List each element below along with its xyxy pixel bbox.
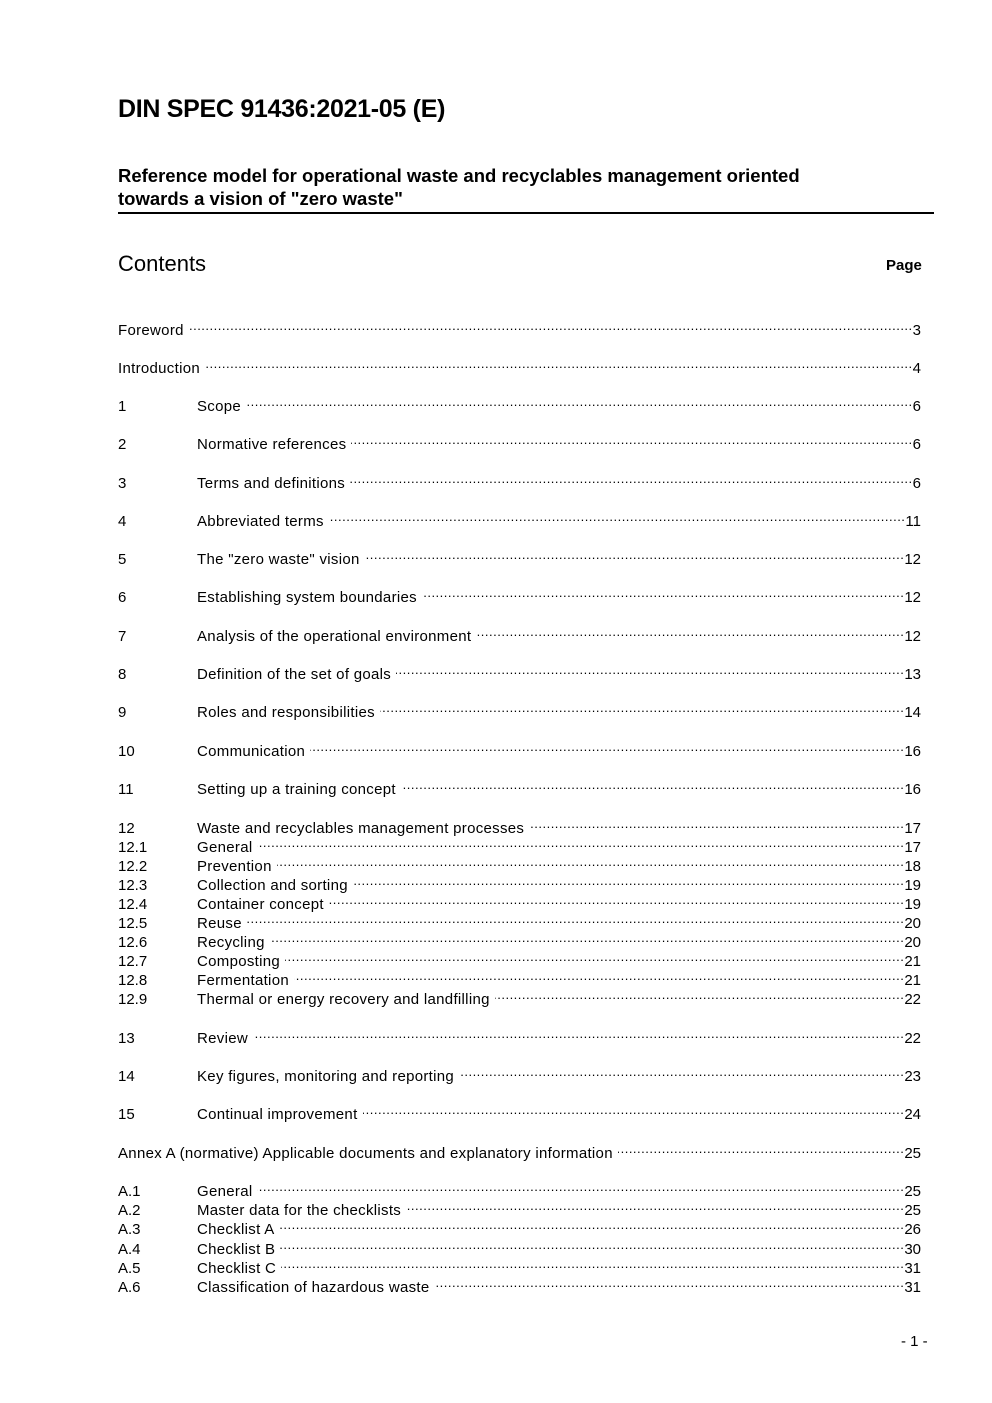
toc-page-number: 25 [904, 1183, 921, 1200]
toc-entry-a-5[interactable] [118, 1254, 921, 1277]
toc-title: Master data for the checklists [197, 1202, 402, 1219]
toc-section-number: A.6 [118, 1279, 141, 1296]
toc-page-number: 23 [904, 1068, 921, 1085]
toc-section-number: A.1 [118, 1183, 141, 1200]
toc-page-number: 31 [904, 1279, 921, 1296]
toc-page-number: 6 [912, 436, 921, 453]
toc-page-number: 20 [904, 915, 921, 932]
toc-entry-12-9[interactable] [118, 985, 921, 1008]
toc-entry-12-1[interactable] [118, 833, 921, 856]
toc-title: Analysis of the operational environment [197, 628, 472, 645]
toc-leader-dots [246, 392, 913, 411]
toc-leader-dots [285, 947, 904, 966]
toc-entry-7[interactable] [118, 622, 921, 645]
toc-entry-12-4[interactable] [118, 890, 921, 913]
toc-section-number: 6 [118, 589, 127, 606]
toc-leader-dots [281, 1254, 904, 1273]
toc-section-number: 5 [118, 551, 127, 568]
toc-title: Definition of the set of goals [197, 666, 392, 683]
toc-leader-dots [280, 1235, 904, 1254]
toc-section-number: 12.9 [118, 991, 148, 1008]
toc-section-number: 4 [118, 513, 127, 530]
toc-leader-dots [277, 852, 905, 871]
toc-leader-dots [329, 507, 906, 526]
subtitle-line-1: Reference model for operational waste and recyclables management oriented [118, 165, 800, 186]
toc-page-number: 17 [904, 820, 921, 837]
toc-section-number: A.5 [118, 1260, 141, 1277]
toc-entry-a-2[interactable] [118, 1196, 921, 1219]
toc-leader-dots [365, 545, 905, 564]
toc-title: Checklist A [197, 1221, 275, 1238]
toc-leader-dots [435, 1273, 905, 1292]
toc-title: Collection and sorting [197, 877, 348, 894]
toc-section-number: 9 [118, 704, 127, 721]
toc-title: Prevention [197, 858, 272, 875]
toc-page-number: 4 [912, 360, 921, 377]
toc-entry-12-7[interactable] [118, 947, 921, 970]
toc-entry-a-3[interactable] [118, 1215, 921, 1238]
toc-title: Composting [197, 953, 281, 970]
toc-leader-dots [257, 833, 904, 852]
toc-section-number: 13 [118, 1030, 135, 1047]
toc-entry-12-2[interactable] [118, 852, 921, 875]
toc-entry-a-6[interactable] [118, 1273, 921, 1296]
toc-page-number: 11 [905, 513, 921, 530]
toc-section-number: 14 [118, 1068, 135, 1085]
toc-section-number: A.4 [118, 1241, 141, 1258]
toc-leader-dots [270, 928, 905, 947]
toc-title: Scope [197, 398, 242, 415]
toc-leader-dots [353, 871, 904, 890]
toc-section-number: A.2 [118, 1202, 141, 1219]
toc-title: Continual improvement [197, 1106, 358, 1123]
toc-title: Waste and recyclables management processes [197, 820, 525, 837]
toc-section-number: A.3 [118, 1221, 141, 1238]
toc-section-number: 12.5 [118, 915, 148, 932]
page-footer-number: - 1 - [901, 1333, 928, 1350]
toc-page-number: 20 [904, 934, 921, 951]
toc-title: General [197, 839, 253, 856]
toc-page-number: 22 [904, 991, 921, 1008]
toc-title: Reuse [197, 915, 242, 932]
toc-leader-dots [280, 1215, 905, 1234]
toc-section-number: 12 [118, 820, 135, 837]
toc-leader-dots [363, 1100, 905, 1119]
toc-section-number: 12.8 [118, 972, 148, 989]
toc-entry-2[interactable] [118, 430, 921, 453]
toc-leader-dots [459, 1062, 904, 1081]
toc-title: General [197, 1183, 253, 1200]
toc-entry-12-8[interactable] [118, 966, 921, 989]
toc-entry-12[interactable] [118, 814, 921, 837]
toc-section-number: 12.6 [118, 934, 148, 951]
toc-leader-dots [401, 775, 904, 794]
toc-entry-8[interactable] [118, 660, 921, 683]
toc-entry-4[interactable] [118, 507, 921, 530]
toc-leader-dots [257, 1177, 904, 1196]
toc-title: Establishing system boundaries [197, 589, 417, 606]
toc-entry-annex-a[interactable] [118, 1139, 921, 1162]
toc-page-number: 21 [904, 972, 921, 989]
document-title: DIN SPEC 91436:2021-05 (E) [118, 95, 446, 123]
toc-leader-dots [310, 737, 904, 756]
toc-page-number: 16 [904, 743, 921, 760]
toc-title: Checklist C [197, 1260, 277, 1277]
toc-entry-9[interactable] [118, 698, 921, 721]
toc-page-number: 19 [904, 896, 921, 913]
toc-leader-dots [350, 469, 913, 488]
toc-title: Classification of hazardous waste [197, 1279, 430, 1296]
toc-leader-dots [294, 966, 904, 985]
document-subtitle [118, 164, 934, 214]
toc-page-number: 30 [904, 1241, 921, 1258]
toc-title: Recycling [197, 934, 265, 951]
toc-title: Abbreviated terms [197, 513, 324, 530]
toc-leader-dots [329, 890, 904, 909]
toc-title: Normative references [197, 436, 347, 453]
toc-title: Checklist B [197, 1241, 276, 1258]
toc-leader-dots [495, 985, 905, 1004]
toc-entry-14[interactable] [118, 1062, 921, 1085]
toc-section-number: 12.7 [118, 953, 148, 970]
toc-leader-dots [247, 909, 904, 928]
toc-page-number: 31 [904, 1260, 921, 1277]
toc-section-number: 3 [118, 475, 127, 492]
toc-leader-dots [406, 1196, 904, 1215]
toc-section-number: 1 [118, 398, 127, 415]
toc-page-number: 18 [904, 858, 921, 875]
toc-title: Terms and definitions [197, 475, 346, 492]
toc-leader-dots [351, 430, 912, 449]
toc-page-number: 22 [904, 1030, 921, 1047]
toc-page-number: 16 [904, 781, 921, 798]
toc-page-number: 17 [904, 839, 921, 856]
toc-entry-introduction[interactable] [118, 354, 921, 377]
toc-page-number: 14 [904, 704, 921, 721]
toc-page-number: 25 [904, 1202, 921, 1219]
toc-entry-3[interactable] [118, 469, 921, 492]
toc-leader-dots [205, 354, 913, 373]
toc-entry-10[interactable] [118, 737, 921, 760]
toc-title: Review [197, 1030, 248, 1047]
toc-entry-13[interactable] [118, 1024, 921, 1047]
toc-entry-foreword[interactable] [118, 316, 921, 339]
toc-leader-dots [422, 583, 904, 602]
toc-section-number: 10 [118, 743, 135, 760]
toc-title: The "zero waste" vision [197, 551, 360, 568]
toc-title: Annex A (normative) Applicable documents and explanatory information [118, 1145, 613, 1162]
toc-page-number: 12 [904, 628, 921, 645]
toc-section-number: 8 [118, 666, 127, 683]
toc-page-number: 3 [912, 322, 921, 339]
toc-entry-1[interactable] [118, 392, 921, 415]
toc-page-number: 12 [904, 551, 921, 568]
toc-page-number: 6 [912, 398, 921, 415]
toc-leader-dots [618, 1139, 904, 1158]
toc-entry-12-5[interactable] [118, 909, 921, 932]
toc-section-number: 11 [118, 781, 134, 798]
toc-leader-dots [529, 814, 904, 833]
toc-entry-a-4[interactable] [118, 1235, 921, 1258]
toc-section-number: 15 [118, 1106, 135, 1123]
toc-page-number: 13 [904, 666, 921, 683]
toc-leader-dots [476, 622, 904, 641]
toc-page-number: 6 [912, 475, 921, 492]
toc-leader-dots [380, 698, 904, 717]
toc-section-number: 12.4 [118, 896, 148, 913]
toc-section-number: 2 [118, 436, 127, 453]
toc-title: Introduction [118, 360, 200, 377]
toc-entry-11[interactable] [118, 775, 921, 798]
toc-page-number: 26 [904, 1221, 921, 1238]
toc-section-number: 12.2 [118, 858, 148, 875]
toc-title: Setting up a training concept [197, 781, 396, 798]
toc-entry-12-3[interactable] [118, 871, 921, 894]
toc-page-number: 19 [904, 877, 921, 894]
toc-entry-15[interactable] [118, 1100, 921, 1123]
toc-page-number: 21 [904, 953, 921, 970]
toc-leader-dots [253, 1024, 904, 1043]
toc-title: Thermal or energy recovery and landfilling [197, 991, 490, 1008]
toc-page-number: 12 [904, 589, 921, 606]
toc-title: Foreword [118, 322, 184, 339]
toc-section-number: 12.1 [118, 839, 148, 856]
toc-section-number: 12.3 [118, 877, 148, 894]
toc-page-number: 24 [904, 1106, 921, 1123]
contents-heading: Contents [118, 251, 207, 276]
subtitle-line-2: towards a vision of "zero waste" [118, 188, 403, 209]
page-column-label: Page [886, 257, 922, 274]
toc-title: Key figures, monitoring and reporting [197, 1068, 455, 1085]
toc-title: Communication [197, 743, 306, 760]
toc-title: Roles and responsibilities [197, 704, 375, 721]
toc-entry-12-6[interactable] [118, 928, 921, 951]
toc-leader-dots [189, 316, 913, 335]
toc-section-number: 7 [118, 628, 127, 645]
toc-title: Container concept [197, 896, 324, 913]
toc-entry-5[interactable] [118, 545, 921, 568]
toc-leader-dots [396, 660, 904, 679]
toc-entry-a-1[interactable] [118, 1177, 921, 1200]
toc-entry-6[interactable] [118, 583, 921, 606]
toc-page-number: 25 [904, 1145, 921, 1162]
toc-title: Fermentation [197, 972, 289, 989]
